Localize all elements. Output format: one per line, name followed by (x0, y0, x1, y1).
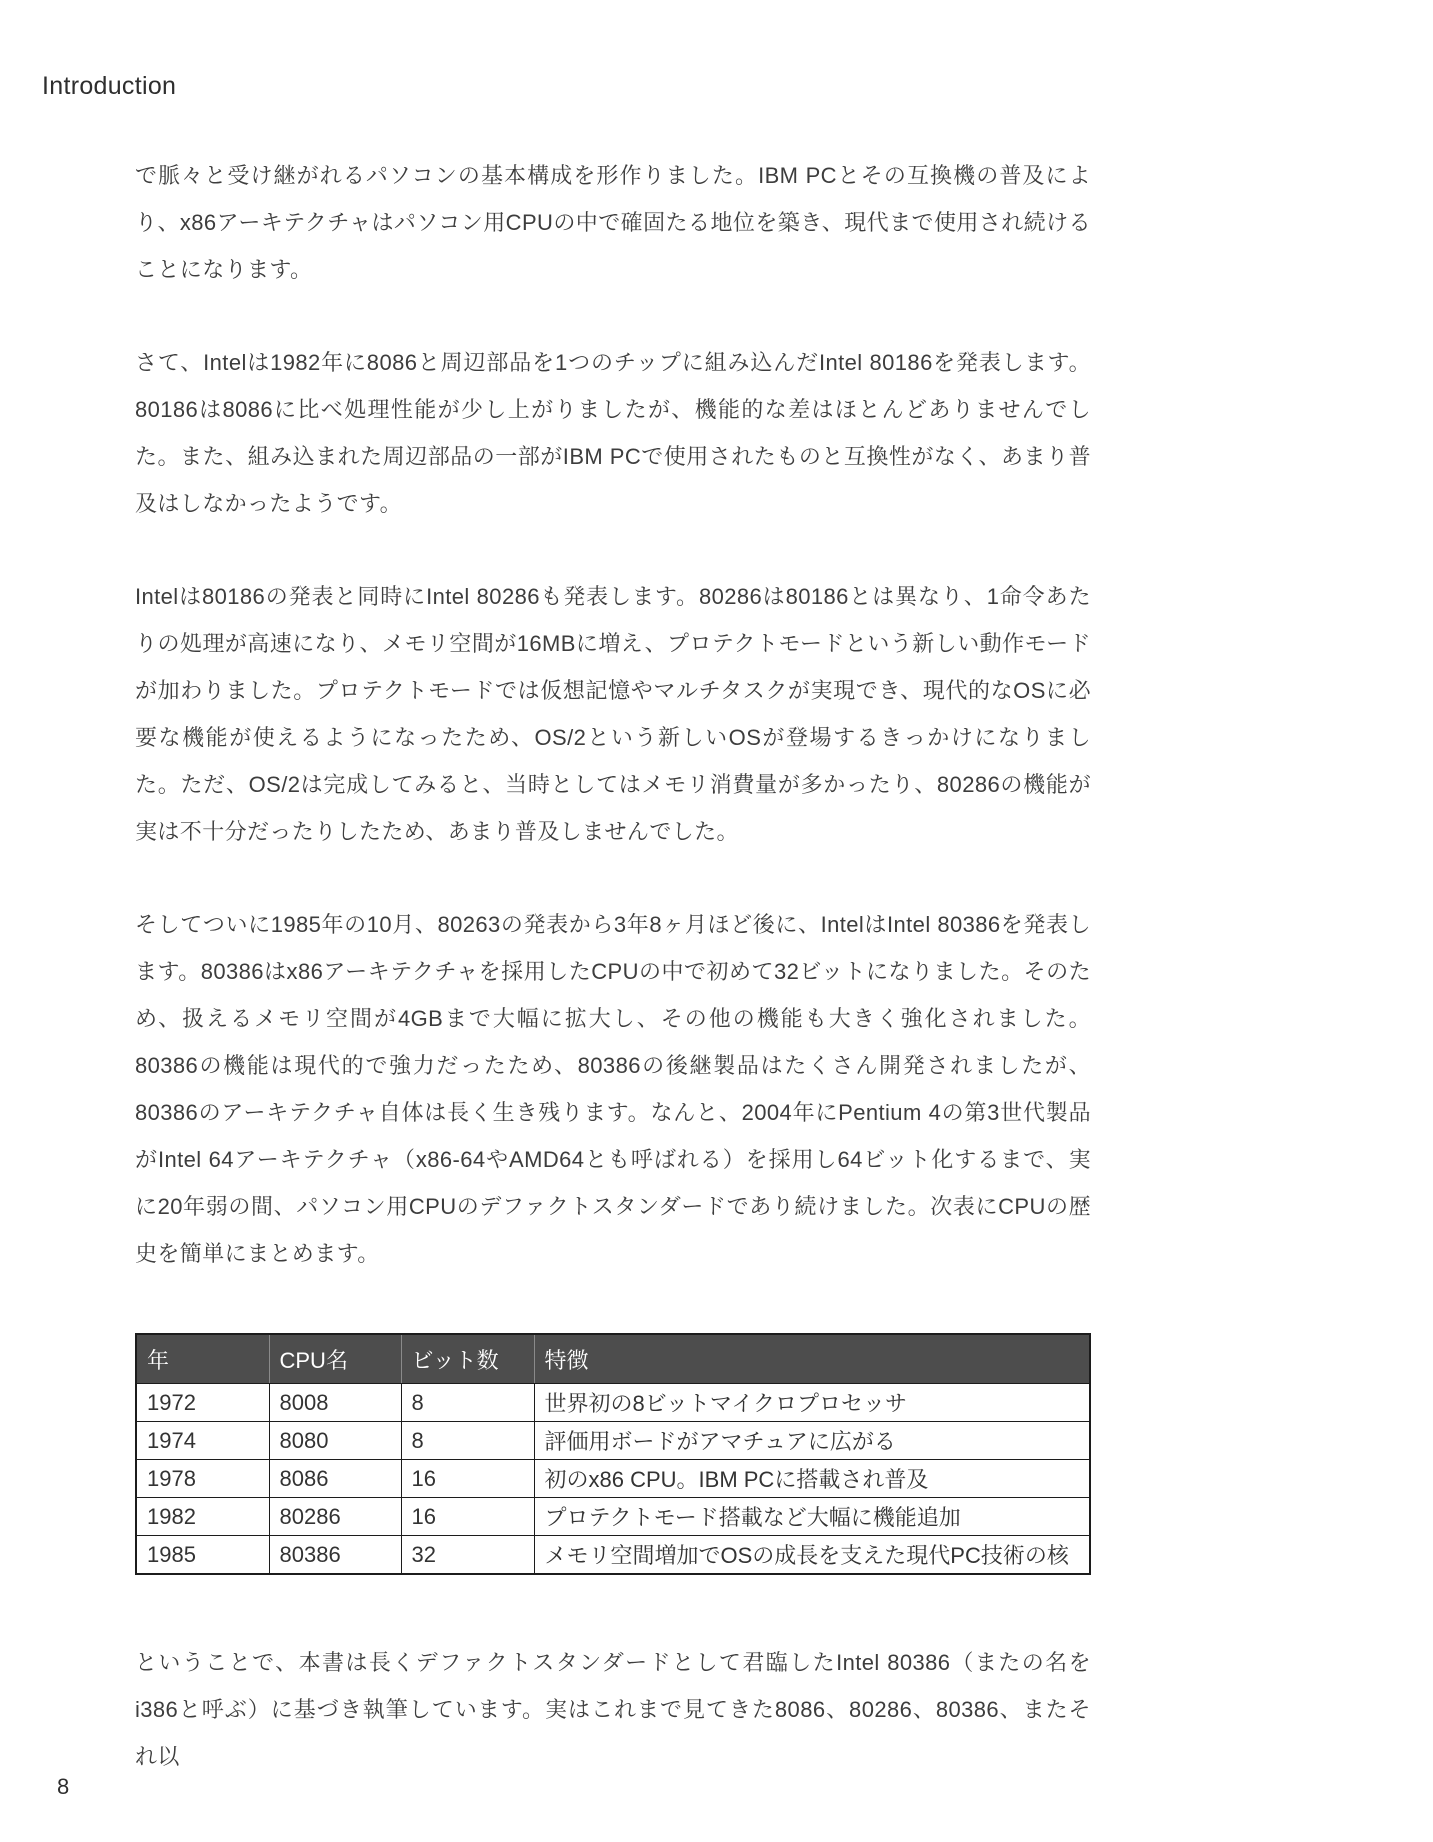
table-row (136, 1384, 1090, 1422)
table-cell: 1985 (136, 1536, 269, 1575)
table-cell: 1978 (136, 1460, 269, 1498)
table-cell: 16 (401, 1460, 534, 1498)
paragraph-2: さて、Intelは1982年に8086と周辺部品を1つのチップに組み込んだIntel 80186を発表します。80186は8086に比べ処理性能が少し上がりましたが、機能的な差はほとんどありませんでした。また、組み込まれた周辺部品の一部がIBM PCで使用されたものと互換性がなく、あまり普及はしなかったようです。 (135, 350, 1091, 516)
table-body (136, 1384, 1090, 1575)
table-header-cell: 年 (136, 1334, 269, 1384)
table-cell: 16 (401, 1498, 534, 1536)
table-cell: メモリ空間増加でOSの成長を支えた現代PC技術の核 (534, 1536, 1090, 1575)
page-number: 8 (57, 1774, 70, 1799)
table-cell: 世界初の8ビットマイクロプロセッサ (534, 1384, 1090, 1422)
table-cell: 80286 (269, 1498, 401, 1536)
table-cell: 初のx86 CPU。IBM PCに搭載され普及 (534, 1460, 1090, 1498)
table-cell: 8008 (269, 1384, 401, 1422)
table-cell: 1974 (136, 1422, 269, 1460)
table-row (136, 1422, 1090, 1460)
table-cell: プロテクトモード搭載など大幅に機能追加 (534, 1498, 1090, 1536)
table-cell: 1982 (136, 1498, 269, 1536)
paragraph-5: ということで、本書は長くデファクトスタンダードとして君臨したIntel 80386（またの名をi386と呼ぶ）に基づき執筆しています。実はこれまで見てきた8086、80286、80386、またそれ以 (135, 1650, 1091, 1769)
table-cell: 評価用ボードがアマチュアに広がる (534, 1422, 1090, 1460)
table-header-cell: 特徴 (534, 1334, 1090, 1384)
table-cell: 1972 (136, 1384, 269, 1422)
table-row (136, 1536, 1090, 1575)
table-cell: 32 (401, 1536, 534, 1575)
table-cell: 8 (401, 1384, 534, 1422)
running-header: Introduction (42, 72, 177, 100)
body-text-area (135, 152, 1091, 1826)
paragraph-4: そしてついに1985年の10月、80263の発表から3年8ヶ月ほど後に、IntelはIntel 80386を発表します。80386はx86アーキテクチャを採用したCPUの中で初めて32ビットになりました。そのため、扱えるメモリ空間が4GBまで大幅に拡大し、その他の機能も大きく強化されました。80386の機能は現代的で強力だったため、80386の後継製品はたくさん開発されましたが、80386のアーキテクチャ自体は長く生き残ります。なんと、2004年にPentium 4の第3世代製品がIntel 64アーキテクチャ（x86-64やAMD64とも呼ばれる）を採用し64ビット化するまで、実に20年弱の間、パソコン用CPUのデファクトスタンダードであり続けました。次表にCPUの歴史を簡単にまとめます。 (135, 912, 1091, 1266)
table-cell: 8 (401, 1422, 534, 1460)
table-row (136, 1460, 1090, 1498)
cpu-history-table (135, 1333, 1091, 1575)
paragraph-1: で脈々と受け継がれるパソコンの基本構成を形作りました。IBM PCとその互換機の普及により、x86アーキテクチャはパソコン用CPUの中で確固たる地位を築き、現代まで使用され続けることになります。 (135, 163, 1091, 282)
table-header-row (136, 1334, 1090, 1384)
table-header-cell: ビット数 (401, 1334, 534, 1384)
table-row (136, 1498, 1090, 1536)
table-cell: 8080 (269, 1422, 401, 1460)
table-cell: 80386 (269, 1536, 401, 1575)
table-cell: 8086 (269, 1460, 401, 1498)
table-header-cell: CPU名 (269, 1334, 401, 1384)
paragraph-3: Intelは80186の発表と同時にIntel 80286も発表します。80286は80186とは異なり、1命令あたりの処理が高速になり、メモリ空間が16MBに増え、プロテクトモードという新しい動作モードが加わりました。プロテクトモードでは仮想記憶やマルチタスクが実現でき、現代的なOSに必要な機能が使えるようになったため、OS/2という新しいOSが登場するきっかけになりました。ただ、OS/2は完成してみると、当時としてはメモリ消費量が多かったり、80286の機能が実は不十分だったりしたため、あまり普及しませんでした。 (135, 584, 1091, 844)
